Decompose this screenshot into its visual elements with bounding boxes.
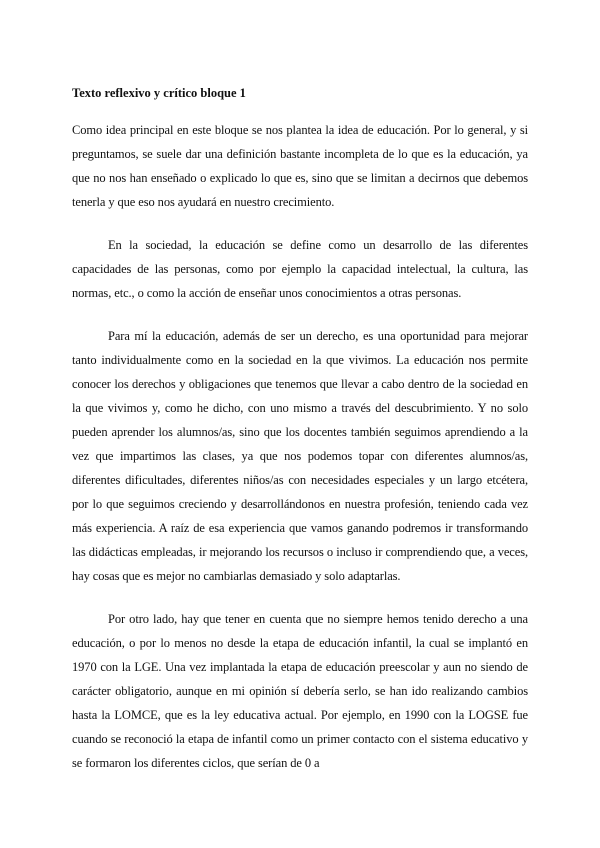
paragraph-1: Como idea principal en este bloque se nos plantea la idea de educación. Por lo general, y si preguntamos, se suele dar una definición bastante incompleta de lo que es la educación, ya que no nos han enseñado o explicado lo que es, sino que se limitan a decirnos que debemos tenerla y que eso nos ayudará en nuestro crecimiento.	[72, 123, 528, 209]
document-title: Texto reflexivo y crítico bloque 1	[72, 86, 246, 100]
document-body	[72, 86, 528, 775]
paragraph-4: Por otro lado, hay que tener en cuenta que no siempre hemos tenido derecho a una educación, o por lo menos no desde la etapa de educación infantil, la cual se implantó en 1970 con la LGE. Una vez implantada la etapa de educación preescolar y aun no siendo de carácter obligatorio, aunque en mi opinión sí debería serlo, se han ido realizando cambios hasta la LOMCE, que es la ley educativa actual. Por ejemplo, en 1990 con la LOGSE fue cuando se reconoció la etapa de infantil como un primer contacto con el sistema educativo y se formaron los diferentes ciclos, que serían de 0 a	[72, 612, 528, 770]
paragraph-2: En la sociedad, la educación se define como un desarrollo de las diferentes capacidades de las personas, como por ejemplo la capacidad intelectual, la cultura, las normas, etc., o como la acción de enseñar unos conocimientos a otras personas.	[72, 238, 528, 300]
paragraph-3: Para mí la educación, además de ser un derecho, es una oportunidad para mejorar tanto individualmente como en la sociedad en la que vivimos. La educación nos permite conocer los derechos y obligaciones que tenemos que llevar a cabo dentro de la sociedad en la que vivimos y, como he dicho, con uno mismo a través del descubrimiento. Y no solo pueden aprender los alumnos/as, sino que los docentes también seguimos aprendiendo a la vez que impartimos las clases, ya que nos podemos topar con diferentes alumnos/as, diferentes dificultades, diferentes niños/as con necesidades especiales y un largo etcétera, por lo que seguimos creciendo y desarrollándonos en nuestra profesión, teniendo cada vez más experiencia. A raíz de esa experiencia que vamos ganando podremos ir transformando las didácticas empleadas, ir mejorando los recursos o incluso ir comprendiendo que, a veces, hay cosas que es mejor no cambiarlas demasiado y solo adaptarlas.	[72, 329, 528, 583]
